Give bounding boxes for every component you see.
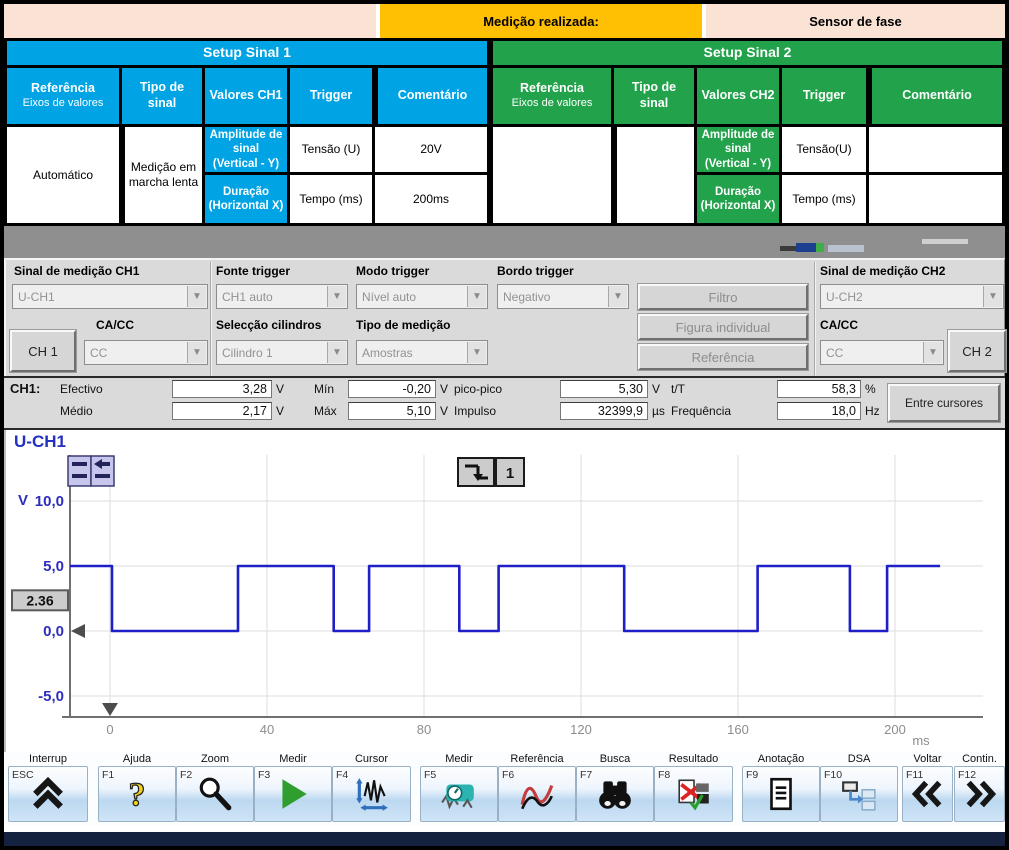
chevron-down-icon: ▼ bbox=[187, 286, 206, 307]
ground-marker-icon bbox=[71, 624, 85, 638]
y-tick-label: 0,0 bbox=[43, 623, 64, 640]
setup2-header-valores: Valores CH2 bbox=[697, 68, 779, 124]
measurement-channel: CH1: bbox=[10, 381, 41, 396]
chevron-down-icon: ▼ bbox=[608, 286, 627, 307]
x-tick-label: 0 bbox=[106, 722, 114, 737]
tt-label: t/T bbox=[671, 382, 685, 396]
double-chevron-up-icon bbox=[29, 775, 67, 813]
waveform-plot[interactable] bbox=[6, 430, 1007, 752]
chevron-down-icon: ▼ bbox=[327, 342, 346, 363]
min-value: -0,20 bbox=[348, 380, 436, 398]
tt-value: 58,3 bbox=[777, 380, 861, 398]
trigger-time-marker-icon bbox=[102, 703, 118, 716]
frequencia-label: Frequência bbox=[671, 404, 732, 418]
picopico-label: pico-pico bbox=[454, 382, 503, 396]
setup2-comment-value bbox=[614, 127, 694, 223]
sensor-name: Sensor de fase bbox=[706, 4, 1005, 38]
content-frame bbox=[4, 4, 1005, 846]
trigger-level-value: 2.36 bbox=[26, 592, 54, 609]
toolbar-label: Contin. bbox=[962, 753, 997, 765]
chevron-down-icon: ▼ bbox=[923, 342, 942, 363]
x-tick-label: 40 bbox=[259, 722, 275, 737]
key-label: F1 bbox=[102, 769, 115, 781]
fonte-trigger-select[interactable] bbox=[216, 284, 348, 309]
label-line: (Horizontal X) bbox=[700, 200, 776, 212]
double-chevron-right-icon bbox=[962, 777, 998, 811]
background-window-fragment bbox=[796, 243, 816, 252]
flowchart-icon bbox=[840, 775, 878, 813]
medir-f3-button[interactable] bbox=[254, 766, 332, 822]
ch2-signal-value: U-CH2 bbox=[826, 289, 863, 304]
label-line: (Vertical - Y) bbox=[704, 157, 772, 170]
ch2-cacc-label: CA/CC bbox=[820, 318, 858, 332]
min-label: Mín bbox=[314, 382, 335, 396]
setup-sinal-2-table bbox=[490, 38, 1005, 226]
entre-cursores-button[interactable]: Entre cursores bbox=[888, 384, 1000, 422]
cursor-buttons-icon[interactable] bbox=[68, 456, 114, 486]
ch2-button[interactable]: CH 2 bbox=[948, 330, 1006, 372]
busca-f7-button[interactable] bbox=[576, 766, 654, 822]
setup1-dur-tipo: Tempo (ms) bbox=[290, 175, 372, 223]
setup1-comment-value: Medição em marcha lenta bbox=[122, 127, 202, 223]
ch2-cacc-value: CC bbox=[826, 345, 844, 360]
ch1-signal-select[interactable] bbox=[12, 284, 208, 309]
y-tick-label: -5,0 bbox=[38, 688, 64, 705]
toolbar-label: Anotação bbox=[757, 753, 805, 765]
toolbar-label: Busca bbox=[599, 753, 631, 765]
magnifier-icon bbox=[196, 775, 234, 813]
banner-empty-cell bbox=[4, 4, 376, 38]
chart-title: U-CH1 bbox=[14, 432, 66, 451]
ch2-signal-select[interactable] bbox=[820, 284, 1004, 309]
bordo-trigger-label: Bordo trigger bbox=[497, 264, 574, 278]
y-axis-unit: V bbox=[18, 492, 29, 509]
toolbar-label: Cursor bbox=[354, 753, 388, 765]
x-tick-label: 120 bbox=[570, 722, 592, 737]
trigger-channel-number: 1 bbox=[505, 465, 515, 482]
background-window-fragment bbox=[922, 239, 968, 244]
bordo-trigger-select[interactable] bbox=[497, 284, 629, 309]
ch2-cacc-select[interactable] bbox=[820, 340, 944, 365]
max-unit: V bbox=[440, 404, 449, 418]
frequencia-value: 18,0 bbox=[777, 402, 861, 420]
ch1-signal-label: Sinal de medição CH1 bbox=[14, 264, 140, 278]
setup1-row-amplitude-label bbox=[205, 127, 287, 172]
picopico-unit: V bbox=[652, 382, 661, 396]
background-window-fragment bbox=[828, 245, 864, 252]
setup-sinal-1-table bbox=[4, 38, 490, 226]
setup2-dur-valor bbox=[869, 175, 1002, 223]
play-icon bbox=[274, 775, 312, 813]
question-mark-icon bbox=[118, 775, 156, 813]
chevron-down-icon: ▼ bbox=[983, 286, 1002, 307]
key-label: ESC bbox=[12, 769, 34, 781]
ch1-cacc-select[interactable] bbox=[84, 340, 208, 365]
medio-label: Médio bbox=[60, 404, 93, 418]
setup2-header-comentario: Comentário bbox=[869, 68, 1002, 124]
setup1-row-duracao-label bbox=[205, 175, 287, 223]
key-label: F8 bbox=[658, 769, 671, 781]
setup2-header-trigger: Trigger bbox=[782, 68, 866, 124]
key-label: F9 bbox=[746, 769, 759, 781]
bordo-trigger-value: Negativo bbox=[503, 289, 551, 304]
key-label: F6 bbox=[502, 769, 515, 781]
tipo-medicao-label: Tipo de medição bbox=[356, 318, 451, 332]
setup1-header-ref bbox=[7, 68, 119, 124]
tipo-medicao-value: Amostras bbox=[362, 345, 413, 360]
efectivo-unit: V bbox=[276, 382, 285, 396]
cursor-f4-button[interactable] bbox=[332, 766, 411, 822]
continuar-f12-button[interactable] bbox=[954, 766, 1005, 822]
label-line: (Horizontal X) bbox=[208, 200, 284, 212]
fonte-trigger-value: CH1 auto bbox=[222, 289, 273, 304]
binoculars-icon bbox=[596, 775, 634, 813]
key-label: F7 bbox=[580, 769, 593, 781]
key-label: F2 bbox=[180, 769, 193, 781]
setup1-header-valores: Valores CH1 bbox=[205, 68, 287, 124]
modo-trigger-label: Modo trigger bbox=[356, 264, 430, 278]
setup2-amp-valor bbox=[869, 127, 1002, 172]
setup1-header-trigger: Trigger bbox=[290, 68, 372, 124]
waveform-ch1 bbox=[70, 566, 940, 631]
bottom-status-strip bbox=[4, 832, 1005, 846]
medio-unit: V bbox=[276, 404, 285, 418]
toolbar-label: Resultado bbox=[668, 753, 719, 765]
ch1-button[interactable]: CH 1 bbox=[10, 330, 76, 372]
setup2-header-ref-line1: Referência bbox=[520, 81, 584, 96]
toolbar-label: DSA bbox=[847, 753, 871, 765]
impulso-label: Impulso bbox=[454, 404, 497, 418]
toolbar-label: Ajuda bbox=[122, 753, 152, 765]
trigger-level-marker[interactable] bbox=[12, 590, 68, 610]
modo-trigger-value: Nível auto bbox=[362, 289, 417, 304]
x-tick-label: 80 bbox=[416, 722, 432, 737]
x-tick-label: 200 bbox=[884, 722, 906, 737]
double-chevron-left-icon bbox=[910, 777, 946, 811]
key-label: F4 bbox=[336, 769, 349, 781]
resultado-f8-button[interactable] bbox=[654, 766, 733, 822]
setup1-header-ref-line2: Eixos de valores bbox=[22, 96, 104, 109]
max-value: 5,10 bbox=[348, 402, 436, 420]
measurement-title: Medição realizada: bbox=[380, 4, 702, 38]
impulso-unit: µs bbox=[652, 404, 665, 418]
toolbar-label: Medir bbox=[445, 753, 473, 765]
frequencia-unit: Hz bbox=[865, 404, 880, 418]
cilindros-select[interactable] bbox=[216, 340, 348, 365]
cursor-waveform-icon bbox=[353, 775, 391, 813]
referencia-f6-button[interactable] bbox=[498, 766, 576, 822]
efectivo-value: 3,28 bbox=[172, 380, 272, 398]
cilindros-value: Cilindro 1 bbox=[222, 345, 273, 360]
ch1-cacc-value: CC bbox=[90, 345, 108, 360]
panel-divider bbox=[210, 262, 212, 376]
setup2-header-ref-line2: Eixos de valores bbox=[511, 96, 593, 109]
label-line: Amplitude de sinal bbox=[209, 128, 283, 156]
setup2-title: Setup Sinal 2 bbox=[493, 41, 1002, 65]
key-label: F11 bbox=[906, 769, 924, 781]
figura-individual-button[interactable]: Figura individual bbox=[638, 314, 808, 340]
setup2-row-amplitude-label bbox=[697, 127, 779, 172]
chevron-down-icon: ▼ bbox=[327, 286, 346, 307]
setup1-header-comentario: Comentário bbox=[375, 68, 487, 124]
zoom-f2-button[interactable] bbox=[176, 766, 254, 822]
setup2-amp-tipo: Tensão(U) bbox=[782, 127, 866, 172]
max-label: Máx bbox=[314, 404, 337, 418]
svg-text:?: ? bbox=[128, 776, 146, 813]
setup2-header-ref bbox=[493, 68, 611, 124]
tipo-medicao-select[interactable] bbox=[356, 340, 488, 365]
ch1-cacc-label: CA/CC bbox=[96, 318, 134, 332]
min-unit: V bbox=[440, 382, 449, 396]
setup2-dur-tipo: Tempo (ms) bbox=[782, 175, 866, 223]
setup1-amp-tipo: Tensão (U) bbox=[290, 127, 372, 172]
gauge-waveform-icon bbox=[440, 775, 478, 813]
key-label: F10 bbox=[824, 769, 843, 781]
setup1-title: Setup Sinal 1 bbox=[7, 41, 487, 65]
label-line: (Vertical - Y) bbox=[212, 157, 280, 170]
modo-trigger-select[interactable] bbox=[356, 284, 488, 309]
toolbar-label: Referência bbox=[510, 753, 564, 765]
referencia-button[interactable]: Referência bbox=[638, 344, 808, 370]
ajuda-f1-button[interactable] bbox=[98, 766, 176, 822]
setup1-trigger-value: Automático bbox=[7, 127, 119, 223]
y-tick-label: 5,0 bbox=[43, 558, 64, 575]
setup1-header-ref-line1: Referência bbox=[31, 81, 95, 96]
setup1-dur-valor: 200ms bbox=[375, 175, 487, 223]
note-document-icon bbox=[762, 775, 800, 813]
document-print-icon bbox=[675, 775, 713, 813]
waveform-chart bbox=[4, 430, 1005, 752]
chevron-down-icon: ▼ bbox=[187, 342, 206, 363]
label-line: Duração bbox=[714, 185, 762, 198]
background-window-fragment bbox=[816, 243, 824, 252]
filtro-button[interactable]: Filtro bbox=[638, 284, 808, 310]
ch2-signal-label: Sinal de medição CH2 bbox=[820, 264, 946, 278]
function-key-toolbar bbox=[4, 752, 1005, 826]
medir-f5-button[interactable] bbox=[420, 766, 498, 822]
x-axis-unit: ms bbox=[912, 733, 930, 748]
toolbar-label: Voltar bbox=[913, 753, 942, 765]
anotacao-f9-button[interactable] bbox=[742, 766, 820, 822]
cilindros-label: Selecção cilindros bbox=[216, 318, 322, 332]
impulso-value: 32399,9 bbox=[560, 402, 648, 420]
setup1-amp-valor: 20V bbox=[375, 127, 487, 172]
setup2-header-tipo: Tipo de sinal bbox=[614, 68, 694, 124]
y-tick-label: 10,0 bbox=[34, 493, 64, 510]
medio-value: 2,17 bbox=[172, 402, 272, 420]
key-label: F5 bbox=[424, 769, 437, 781]
chevron-down-icon: ▼ bbox=[467, 286, 486, 307]
x-tick-label: 160 bbox=[727, 722, 749, 737]
chevron-down-icon: ▼ bbox=[467, 342, 486, 363]
background-desktop-strip bbox=[4, 226, 1005, 258]
picopico-value: 5,30 bbox=[560, 380, 648, 398]
setup1-header-tipo: Tipo de sinal bbox=[122, 68, 202, 124]
key-label: F3 bbox=[258, 769, 271, 781]
trigger-edge-icon bbox=[458, 458, 524, 486]
ch1-signal-value: U-CH1 bbox=[18, 289, 55, 304]
voltar-f11-button[interactable] bbox=[902, 766, 953, 822]
setup2-row-duracao-label bbox=[697, 175, 779, 223]
dsa-f10-button[interactable] bbox=[820, 766, 898, 822]
toolbar-label: Medir bbox=[279, 753, 307, 765]
interrup-esc-button[interactable] bbox=[8, 766, 88, 822]
label-line: Amplitude de sinal bbox=[701, 128, 775, 156]
label-line: Duração bbox=[222, 185, 270, 198]
reference-curves-icon bbox=[518, 775, 556, 813]
toolbar-label: Zoom bbox=[200, 753, 230, 765]
tt-unit: % bbox=[865, 382, 876, 396]
panel-divider bbox=[814, 262, 816, 376]
fonte-trigger-label: Fonte trigger bbox=[216, 264, 290, 278]
efectivo-label: Efectivo bbox=[60, 382, 103, 396]
setup2-trigger-value bbox=[493, 127, 611, 223]
toolbar-label: Interrup bbox=[29, 753, 67, 765]
key-label: F12 bbox=[958, 769, 977, 781]
setup-tables bbox=[4, 38, 1005, 226]
